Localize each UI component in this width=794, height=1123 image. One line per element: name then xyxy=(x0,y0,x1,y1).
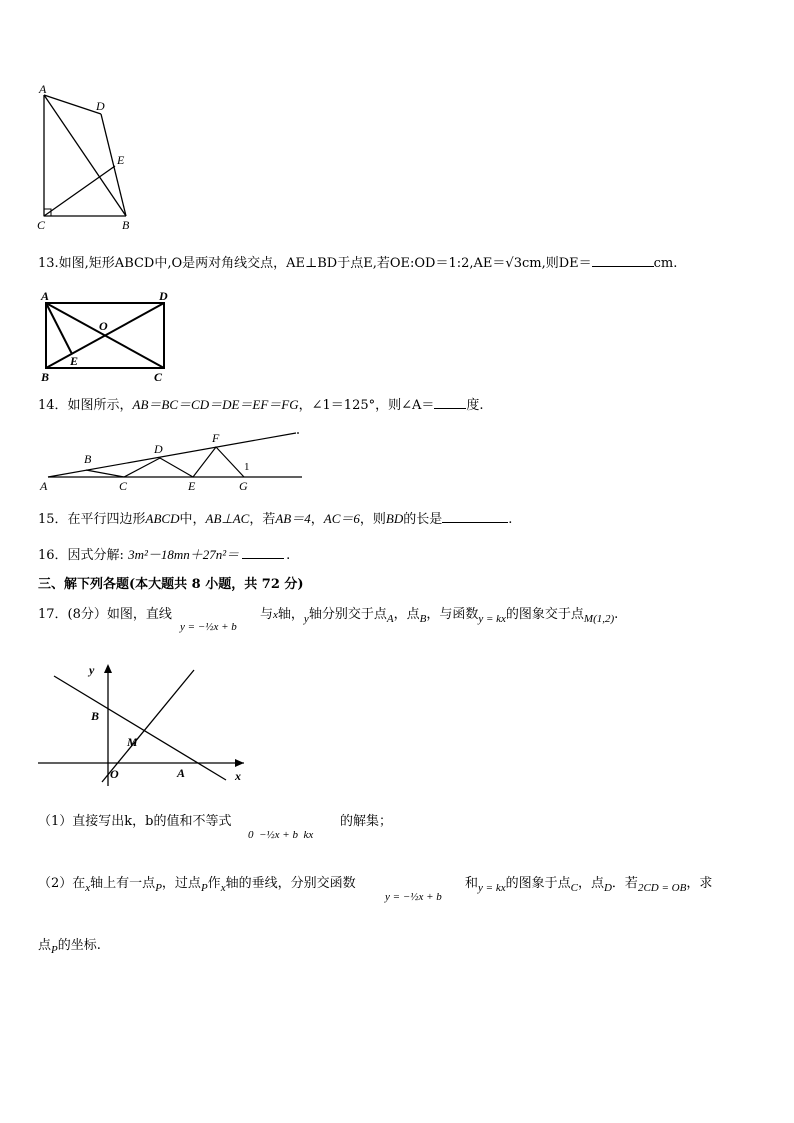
label-d: D xyxy=(96,99,105,113)
label-angle-1: 1 xyxy=(244,461,250,473)
q14-text3: 度. xyxy=(466,398,484,413)
q17-2-x: x xyxy=(85,882,91,894)
q17-a: A xyxy=(386,613,394,625)
q15-cond3: AC＝6 xyxy=(323,511,360,526)
q17-2-t3: ，过点 xyxy=(161,876,201,891)
label-d: D xyxy=(159,289,168,303)
q14-text2: ，∠1＝125°，则∠A＝ xyxy=(298,398,435,413)
label-x: x xyxy=(235,769,241,783)
q17-1-inequality: 0 −½x + b kx xyxy=(248,829,314,841)
q17-part2-continued xyxy=(465,876,712,892)
q15-bd: BD xyxy=(385,511,404,526)
q14-answer-blank[interactable] xyxy=(434,408,466,409)
q15-cond2: AB＝4 xyxy=(275,511,311,526)
q17-2-c: C xyxy=(570,882,578,894)
q17-1-t2: 的解集； xyxy=(340,814,393,829)
label-b: B xyxy=(41,370,50,384)
q17-t5: ，与函数 xyxy=(426,607,479,622)
figure-quadrilateral xyxy=(34,82,144,234)
q15-text6: 的长是 xyxy=(403,512,443,527)
q17-x: x xyxy=(273,609,278,621)
q17-2-t6: 和 xyxy=(465,876,479,891)
q15-cond1: AB⊥AC xyxy=(205,511,250,526)
label-y: y xyxy=(89,663,95,677)
label-o: O xyxy=(99,319,108,333)
q17-line-equation: y = −½x + b xyxy=(180,621,237,633)
label-b: B xyxy=(91,709,100,723)
q17-continued xyxy=(260,607,618,623)
q15-text5: ，则 xyxy=(359,512,386,527)
q17-2-p3: P xyxy=(51,944,58,956)
q15-name: ABCD xyxy=(145,511,180,526)
q15-text2: 中， xyxy=(179,512,206,527)
segment-ad xyxy=(44,95,101,114)
q16-end: . xyxy=(286,548,291,563)
label-e: E xyxy=(70,354,79,368)
q16-text1: 16．因式分解: xyxy=(38,548,129,563)
x-axis-arrow xyxy=(235,759,244,767)
q13-answer-blank[interactable] xyxy=(592,266,654,267)
q17-2-t10: ，求 xyxy=(686,876,713,891)
q17-2-x2: x xyxy=(220,882,226,894)
q17-2-p1: P xyxy=(155,882,162,894)
q17-1-t1: （1）直接写出k，b的值和不等式 xyxy=(38,814,232,829)
q17-y: y xyxy=(303,613,309,625)
q17-1-tail xyxy=(340,814,392,830)
q17-part2-line2 xyxy=(38,938,101,954)
q14-text1: 14．如图所示， xyxy=(38,398,133,413)
q17-2-t4: 作 xyxy=(207,876,221,891)
q16-expr: 3m²－18mn＋27n²＝ xyxy=(128,547,240,562)
q17-2-t2: 轴上有一点 xyxy=(90,876,156,891)
label-e: E xyxy=(117,153,125,167)
q17-2-t9: ．若 xyxy=(611,876,638,891)
label-a: A xyxy=(39,82,47,96)
q17-t4: ，点 xyxy=(393,607,420,622)
question-17 xyxy=(38,607,172,623)
q17-2-line2a: 点 xyxy=(38,938,52,953)
q17-part2 xyxy=(38,876,356,892)
q17-2-cond: 2CD = OB xyxy=(637,882,687,894)
question-13 xyxy=(38,256,677,272)
q15-end: . xyxy=(508,512,513,527)
label-o: O xyxy=(110,767,119,781)
label-a: A xyxy=(41,289,50,303)
label-d: D xyxy=(154,442,163,456)
q17-2-d: D xyxy=(603,882,612,894)
q17-m: M(1,2) xyxy=(583,613,615,625)
label-f: F xyxy=(212,431,220,445)
q13-text2: cm,则DE＝ xyxy=(521,256,592,271)
q15-text3: ，若 xyxy=(249,512,276,527)
label-c: C xyxy=(119,479,128,493)
segment-ce xyxy=(44,166,115,216)
q17-2-line2b: 的坐标. xyxy=(57,938,101,953)
segment-ab xyxy=(44,95,126,216)
q17-2-p2: P xyxy=(200,882,208,894)
q15-text4: ， xyxy=(310,512,324,527)
q16-answer-blank[interactable] xyxy=(242,558,284,559)
q17-t1: 与 xyxy=(260,607,274,622)
zigzag-segments xyxy=(86,447,244,477)
label-m: M xyxy=(127,735,138,749)
q17-2-line-equation: y = −½x + b xyxy=(385,891,442,903)
label-a: A xyxy=(40,479,48,493)
q17-2-func: y = kx xyxy=(478,882,506,894)
q17-part1 xyxy=(38,814,231,830)
q13-text1: 13.如图,矩形ABCD中,O是两对角线交点，AE⊥BD于点E,若OE:OD＝1:2,AE＝ xyxy=(38,256,506,271)
label-b: B xyxy=(122,218,130,232)
q17-end: . xyxy=(614,607,619,622)
q17-intro: 17．(8分）如图，直线 xyxy=(38,607,172,622)
q15-text1: 15．在平行四边形 xyxy=(38,512,146,527)
question-15 xyxy=(38,511,512,528)
y-axis-arrow xyxy=(104,664,112,673)
label-c: C xyxy=(37,218,46,232)
q17-2-t1: （2）在 xyxy=(38,876,86,891)
label-b: B xyxy=(84,452,92,466)
q17-t3: 轴分别交于点 xyxy=(308,607,387,622)
question-16 xyxy=(38,547,290,564)
question-14 xyxy=(38,397,484,414)
q14-equal-chain: AB＝BC＝CD＝DE＝EF＝FG xyxy=(132,397,299,412)
q15-answer-blank[interactable] xyxy=(442,522,508,523)
figure-rectangle xyxy=(36,288,176,386)
q17-b: B xyxy=(419,613,427,625)
q17-func: y = kx xyxy=(478,613,506,625)
q17-2-t7: 的图象于点 xyxy=(505,876,571,891)
figure-zigzag xyxy=(36,426,308,496)
label-a: A xyxy=(177,766,186,780)
q13-sqrt: √3 xyxy=(505,256,522,271)
q17-2-t8: ，点 xyxy=(577,876,604,891)
section-3-heading: 三、解下列各题(本大题共 8 小题，共 72 分) xyxy=(38,577,304,592)
q13-unit: cm. xyxy=(653,256,678,271)
line-ab xyxy=(54,676,226,780)
label-g: G xyxy=(239,479,248,493)
label-e: E xyxy=(188,479,196,493)
figure-coordinate-graph xyxy=(34,660,256,788)
q17-t6: 的图象交于点 xyxy=(505,607,584,622)
q17-2-t5: 轴的垂线，分别交函数 xyxy=(225,876,356,891)
q17-t2: 轴， xyxy=(277,607,304,622)
label-c: C xyxy=(154,370,163,384)
